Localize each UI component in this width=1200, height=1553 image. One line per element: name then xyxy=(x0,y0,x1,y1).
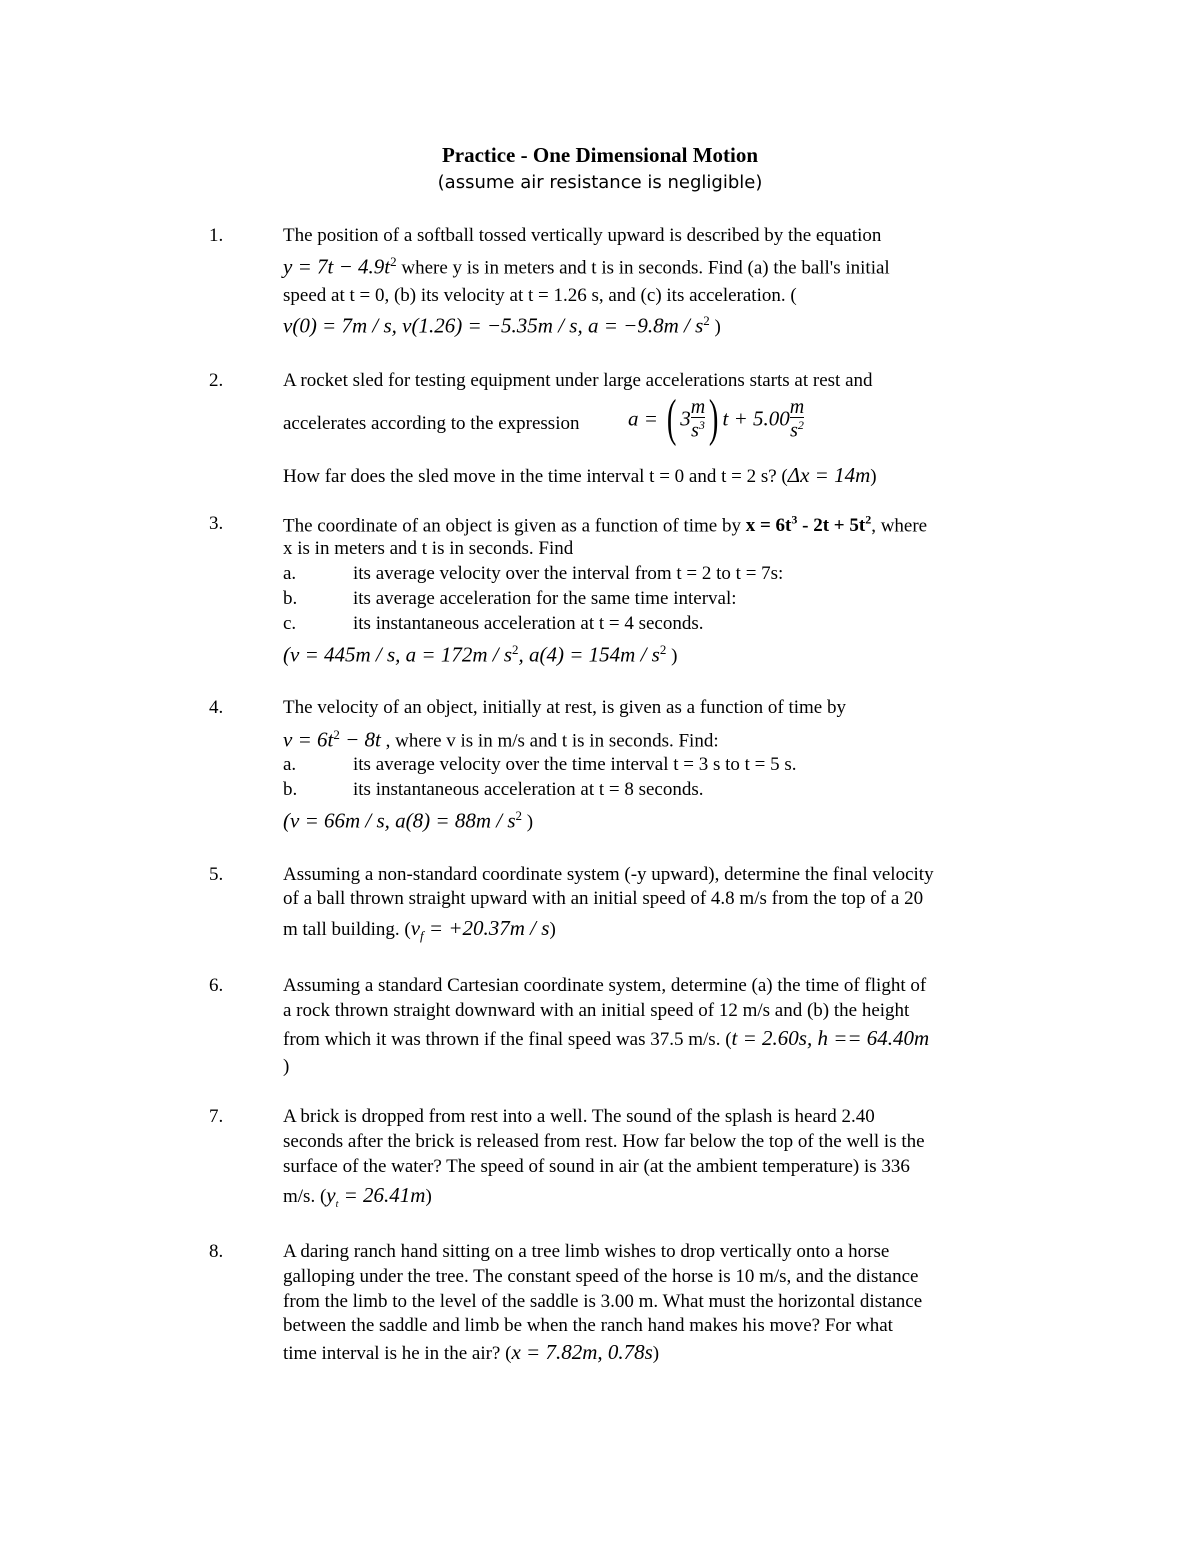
superscript: 2 xyxy=(703,313,710,328)
problem-number: 1. xyxy=(209,225,224,246)
answer-expression: v(0) = 7m / s, v(1.26) = −5.35m / s, a = −9.8m / s xyxy=(283,313,704,338)
problem-text: x is in meters and t is in seconds. Find xyxy=(283,538,574,559)
problem-number: 5. xyxy=(209,864,224,885)
problem-text: time interval is he in the air? (x = 7.82m, 0.78s) xyxy=(283,1340,660,1364)
part-label: a. xyxy=(283,563,297,584)
part-text: its average velocity over the interval from t = 2 to t = 7s: xyxy=(353,563,784,584)
part-label: c. xyxy=(283,613,297,634)
answer-expression: Δx = 14m xyxy=(787,463,871,487)
part-text: its average velocity over the time interval t = 3 s to t = 5 s. xyxy=(353,754,797,775)
problem-number: 6. xyxy=(209,975,224,996)
problem-text: of a ball thrown straight upward with an initial speed of 4.8 m/s from the top of a 20 xyxy=(283,888,924,909)
problem-text: A daring ranch hand sitting on a tree limb wishes to drop vertically onto a horse xyxy=(283,1241,890,1262)
problem-text: A brick is dropped from rest into a well. The sound of the splash is heard 2.40 xyxy=(283,1106,875,1127)
part-label: a. xyxy=(283,754,297,775)
problem-text: m/s. $(y_t = 26.41m)$ xyxy=(283,1183,432,1210)
answer xyxy=(283,313,721,338)
problem-number: 3. xyxy=(209,513,224,534)
part-label: b. xyxy=(283,588,298,609)
problem-text: where y is in meters and t is in seconds. Find (a) the ball's initial xyxy=(396,257,890,279)
problem-text: from which it was thrown if the final speed was 37.5 m/s. (t = 2.60s, h == 64.40m xyxy=(283,1026,930,1050)
problem-text: How far does the sled move in the time interval t = 0 and t = 2 s? (Δx = 14m) xyxy=(283,463,877,487)
problem-text: The velocity of an object, initially at rest, is given as a function of time by xyxy=(283,697,846,718)
problem-text: surface of the water? The speed of sound in air (at the ambient temperature) is 336 xyxy=(283,1156,910,1177)
part-text: its instantaneous acceleration at t = 8 seconds. xyxy=(353,779,704,800)
answer: (v = 445m / s, $a = 172m / s^2$, $a(4) = 154m / s^2$ ) xyxy=(283,642,678,667)
problem-text: Assuming a non-standard coordinate system (-y upward), determine the final velocity xyxy=(283,864,934,885)
part-text: its average acceleration for the same time interval: xyxy=(353,588,737,609)
part-text: its instantaneous acceleration at t = 4 seconds. xyxy=(353,613,704,634)
part-label: b. xyxy=(283,779,298,800)
answer: (v = 66m / s, $a(8) = 88m / s^2$ ) xyxy=(283,808,534,833)
problem-text: The coordinate of an object is given as a function of time by $x = 6t^3 - 2t + 5t^2$, where xyxy=(283,513,928,537)
problem-text: between the saddle and limb be when the ranch hand makes his move? For what xyxy=(283,1315,893,1336)
problem-text: Assuming a standard Cartesian coordinate system, determine (a) the time of flight of xyxy=(283,975,927,996)
problem-text: A rocket sled for testing equipment under large accelerations starts at rest and xyxy=(283,370,873,391)
problem-text: $v = 6t^2 - 8t$ , where v is in m/s and t is in seconds. Find: xyxy=(283,727,719,752)
problem-number: 4. xyxy=(209,697,224,718)
problem-text xyxy=(283,254,890,279)
problem-text: galloping under the tree. The constant speed of the horse is 10 m/s, and the distance xyxy=(283,1266,919,1287)
problem-text: seconds after the brick is released from rest. How far below the top of the well is the xyxy=(283,1131,925,1152)
problem-text: from the limb to the level of the saddle is 3.00 m. What must the horizontal distance xyxy=(283,1291,923,1312)
fraction: $\frac{m}{s^2}$ xyxy=(789,396,805,442)
problem-text: m tall building. $(v_f = +20.37m / s)$ xyxy=(283,916,556,943)
answer-close: ) xyxy=(709,316,721,338)
problem-number: 2. xyxy=(209,370,224,391)
page-subtitle: (assume air resistance is negligible) xyxy=(437,172,763,193)
equation: y = 7t − 4.9t xyxy=(283,254,391,279)
equation: $x = 6t^3 - 2t + 5t^2$ xyxy=(745,513,872,537)
equation: a = ( 3 $\frac{m}{s^3}$ ) t + 5.00 $\frac{m}{s^2}$ xyxy=(628,390,805,447)
superscript: 2 xyxy=(390,254,397,269)
page-title: Practice - One Dimensional Motion xyxy=(441,143,759,167)
problem-number: 8. xyxy=(209,1241,224,1262)
problem-text: ) xyxy=(283,1056,290,1077)
problem-text: The position of a softball tossed vertically upward is described by the equation xyxy=(283,225,882,246)
problem-text: accelerates according to the expression xyxy=(283,413,580,434)
problem-number: 7. xyxy=(209,1106,224,1127)
problem-text: a rock thrown straight downward with an initial speed of 12 m/s and (b) the height xyxy=(283,1000,910,1021)
problem-text: speed at t = 0, (b) its velocity at t = 1.26 s, and (c) its acceleration. ( xyxy=(283,285,797,306)
fraction: $\frac{m}{s^3}$ xyxy=(690,396,706,442)
